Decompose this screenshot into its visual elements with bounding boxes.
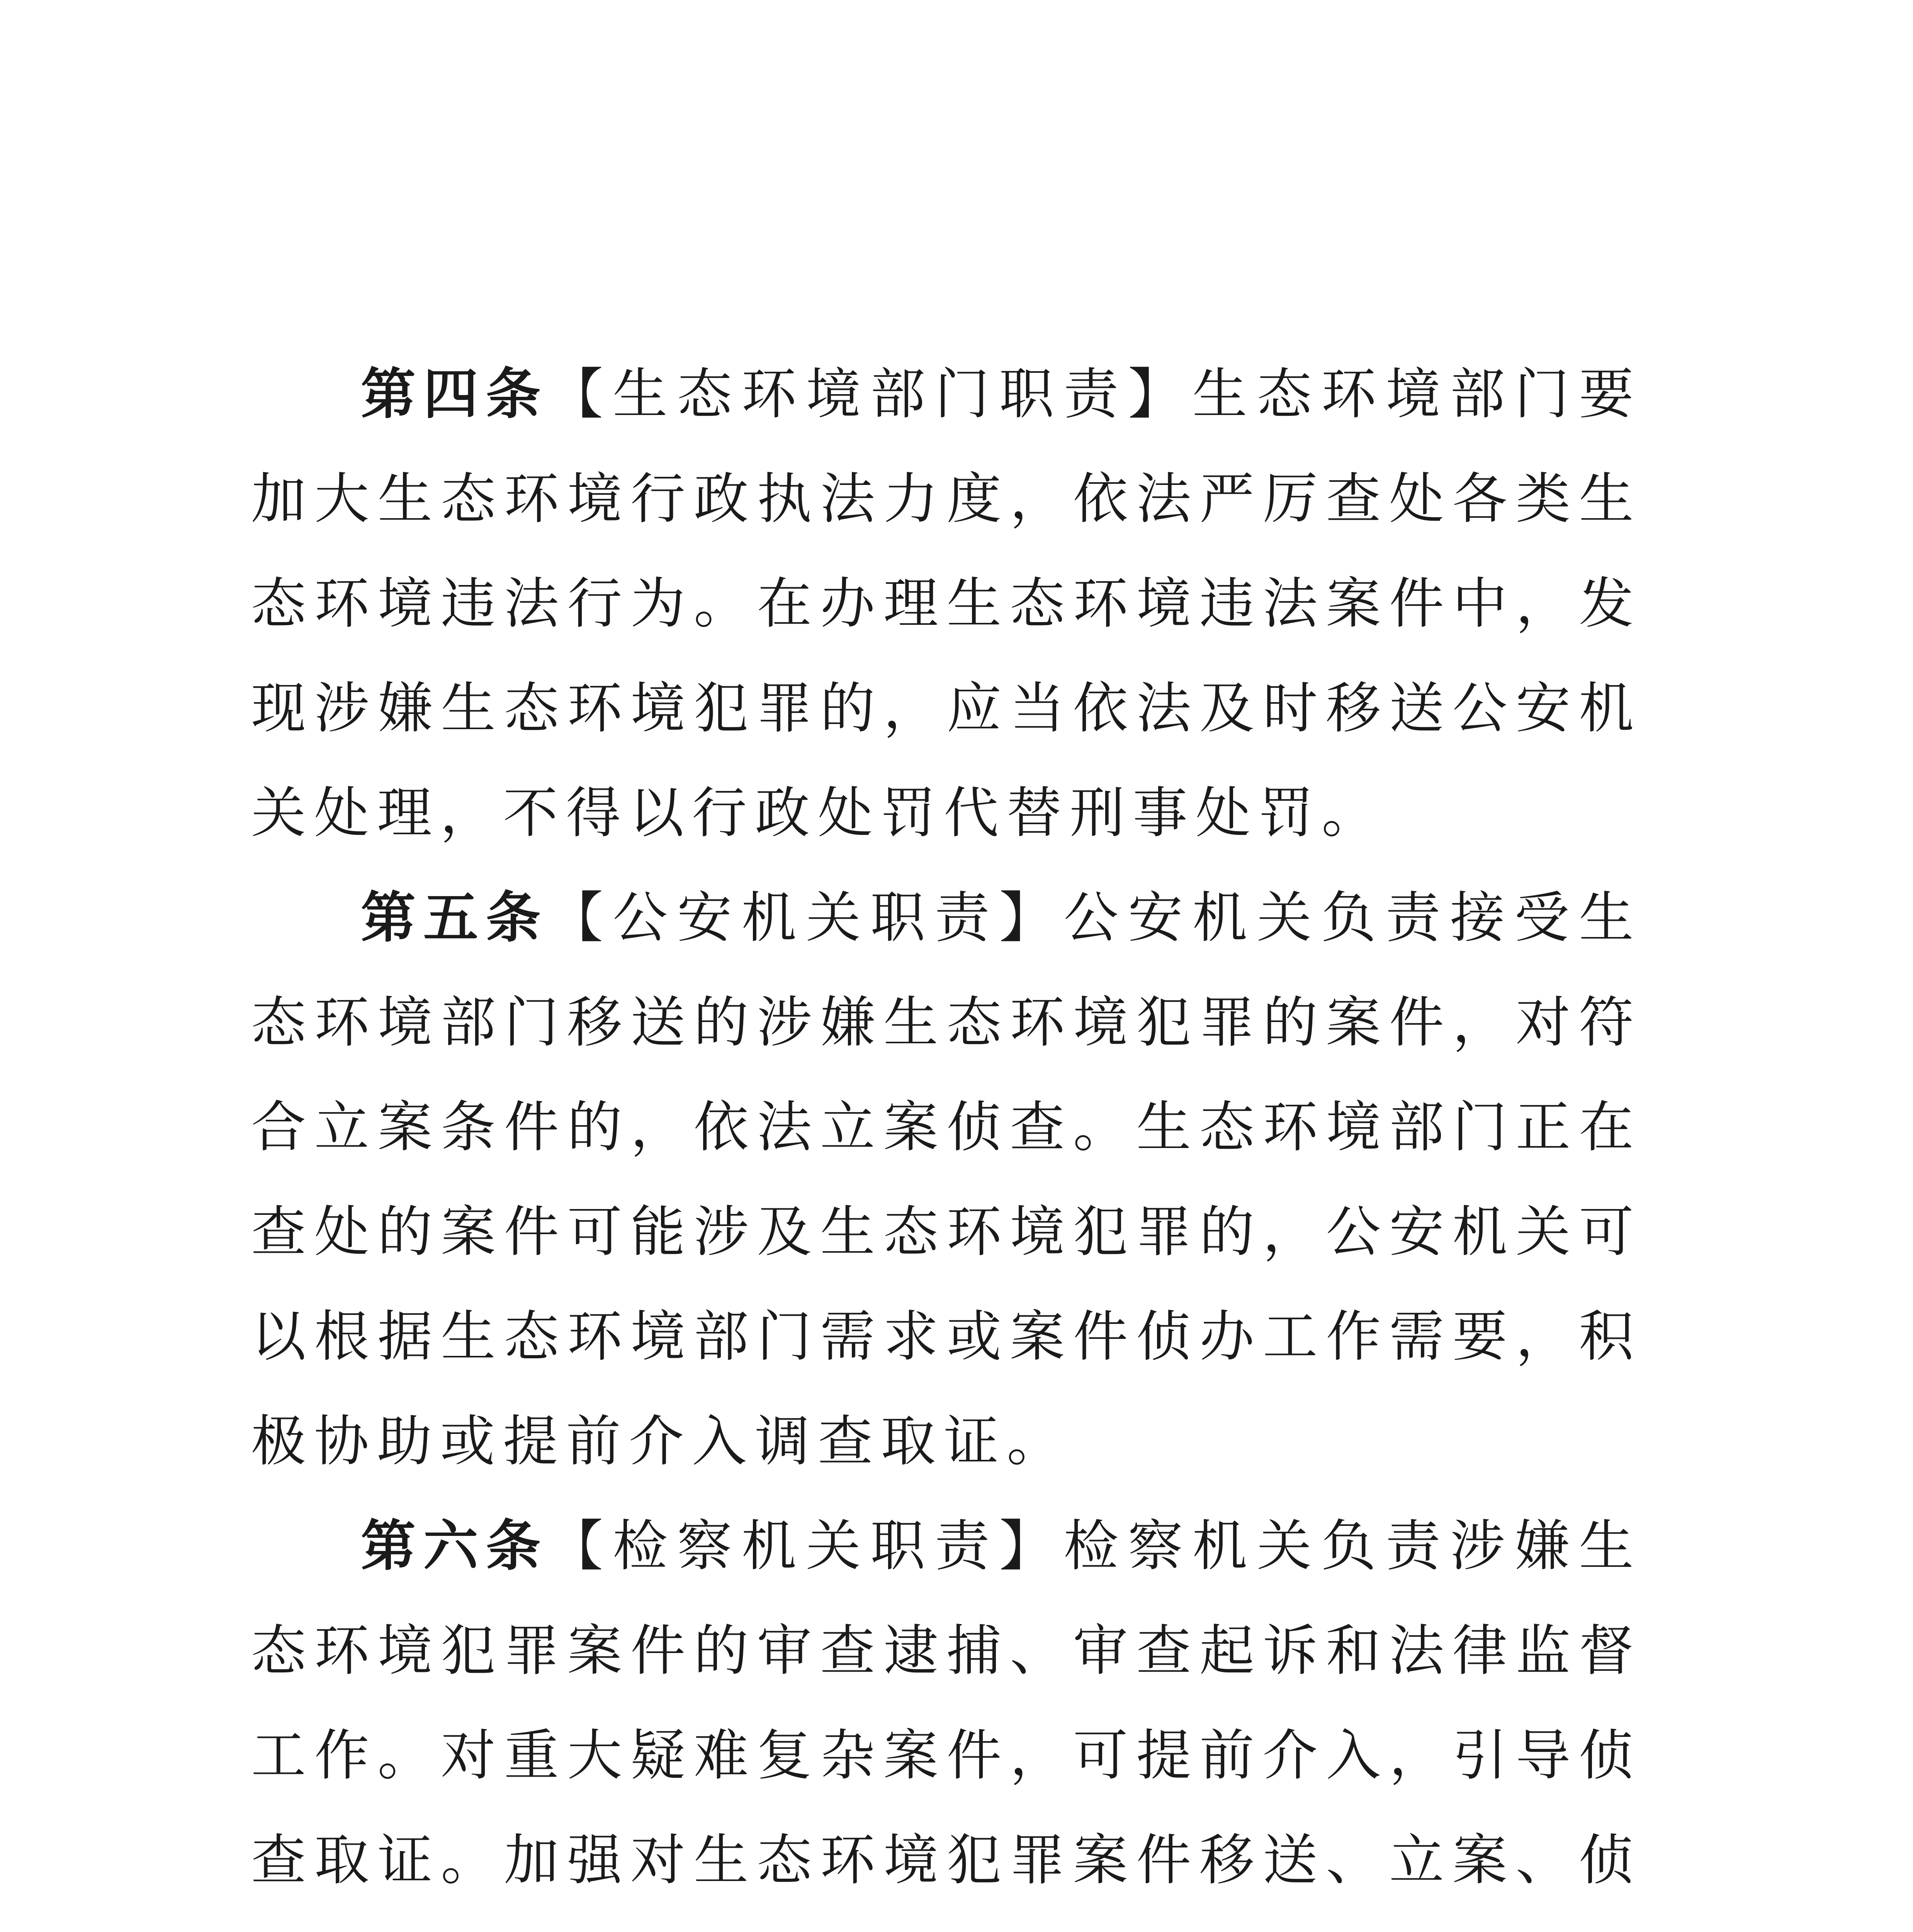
document-body: [251, 342, 1642, 1932]
article-4: [251, 342, 1642, 866]
article-5-text: 公安机关负责接受生态环境部门移送的涉嫌生态环境犯罪的案件，对符合立案条件的，依法立案侦查。生态环境部门正在查处的案件可能涉及生态环境犯罪的，公安机关可以根据生态环境部门需求或案件侦办工作需要，积极协助或提前介入调查取证。: [251, 886, 1642, 1473]
article-5: [251, 866, 1642, 1494]
article-6-title: 【检察机关职责】: [548, 1514, 1064, 1578]
article-4-number: 第四条: [361, 362, 549, 426]
article-5-number: 第五条: [361, 886, 549, 950]
article-4-title: 【生态环境部门职责】: [548, 362, 1193, 426]
article-6: [251, 1494, 1642, 1932]
article-6-number: 第六条: [361, 1514, 549, 1578]
article-4-text: 生态环境部门要加大生态环境行政执法力度，依法严厉查处各类生态环境违法行为。在办理生态环境违法案件中，发现涉嫌生态环境犯罪的，应当依法及时移送公安机关处理，不得以行政处罚代替刑事处罚。: [251, 362, 1642, 845]
article-5-title: 【公安机关职责】: [548, 886, 1064, 950]
article-6-text: 检察机关负责涉嫌生态环境犯罪案件的审查逮捕、审查起诉和法律监督工作。对重大疑难复杂案件，可提前介入，引导侦查取证。加强对生态环境犯罪案件移送、立案、侦: [251, 1514, 1642, 1892]
